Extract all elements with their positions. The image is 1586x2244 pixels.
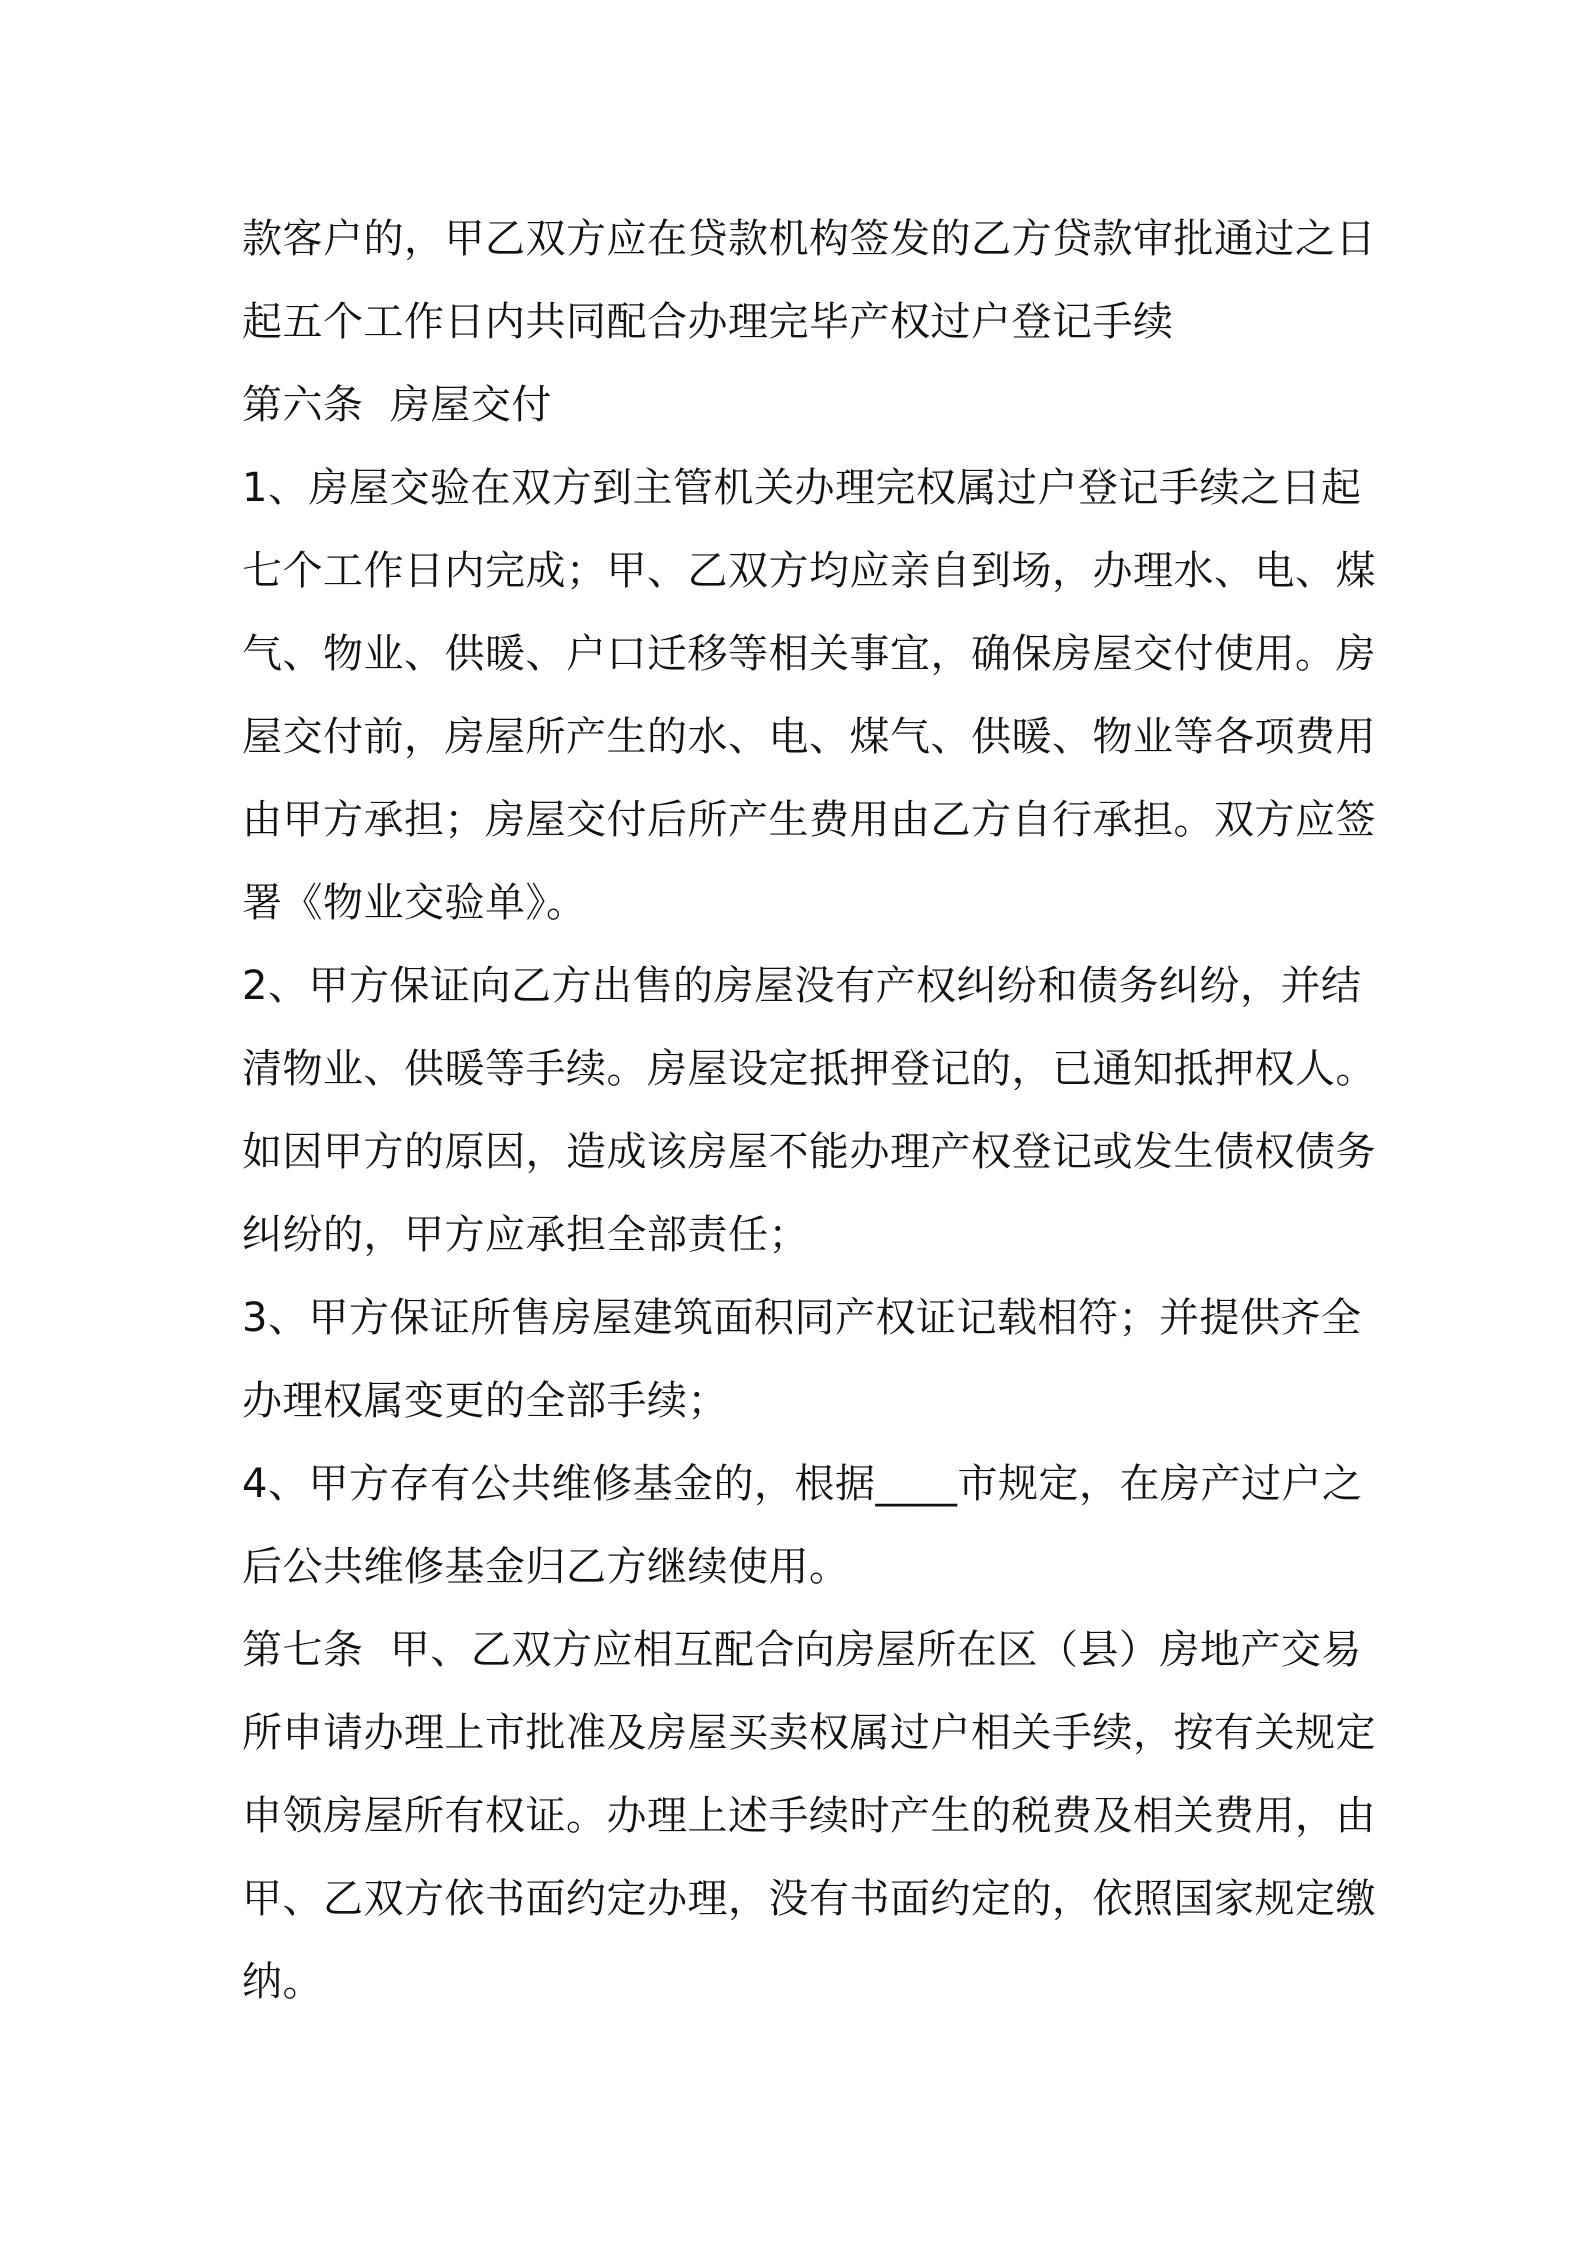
- document-body: [242, 198, 1376, 2024]
- text-line: 1、房屋交验在双方到主管机关办理完权属过户登记手续之日起: [242, 465, 1362, 511]
- text-line: 屋交付前，房屋所产生的水、电、煤气、供暖、物业等各项费用: [242, 714, 1376, 760]
- text-line: 甲、乙双方依书面约定办理，没有书面约定的，依照国家规定缴: [242, 1876, 1376, 1922]
- text-line: 七个工作日内完成；甲、乙双方均应亲自到场，办理水、电、煤: [242, 548, 1376, 594]
- section-heading: 第六条 房屋交付: [242, 382, 552, 428]
- text-line: 申领房屋所有权证。办理上述手续时产生的税费及相关费用，由: [242, 1793, 1376, 1839]
- text-line: 由甲方承担；房屋交付后所产生费用由乙方自行承担。双方应签: [242, 797, 1376, 843]
- text-line: 所申请办理上市批准及房屋买卖权属过户相关手续，按有关规定: [242, 1710, 1376, 1756]
- text-line: 起五个工作日内共同配合办理完毕产权过户登记手续: [242, 299, 1174, 345]
- text-line: 清物业、供暖等手续。房屋设定抵押登记的，已通知抵押权人。: [242, 1046, 1376, 1092]
- text-line: 2、甲方保证向乙方出售的房屋没有产权纠纷和债务纠纷，并结: [242, 963, 1362, 1009]
- section-heading: 第七条 甲、乙双方应相互配合向房屋所在区（县）房地产交易: [242, 1627, 1362, 1673]
- text-line: 如因甲方的原因，造成该房屋不能办理产权登记或发生债权债务: [242, 1129, 1376, 1175]
- text-line: 办理权属变更的全部手续；: [242, 1378, 728, 1424]
- text-line: 署《物业交验单》。: [242, 880, 587, 926]
- text-line: 气、物业、供暖、户口迁移等相关事宜，确保房屋交付使用。房: [242, 631, 1376, 677]
- text-line: 3、甲方保证所售房屋建筑面积同产权证记载相符；并提供齐全: [242, 1295, 1362, 1341]
- text-line: 4、甲方存有公共维修基金的，根据____市规定，在房产过户之: [242, 1461, 1363, 1507]
- text-line: 后公共维修基金归乙方继续使用。: [242, 1544, 850, 1590]
- text-line: 纠纷的，甲方应承担全部责任；: [242, 1212, 809, 1258]
- text-line: 款客户的，甲乙双方应在贷款机构签发的乙方贷款审批通过之日: [242, 216, 1376, 262]
- text-line: 纳。: [242, 1959, 323, 2005]
